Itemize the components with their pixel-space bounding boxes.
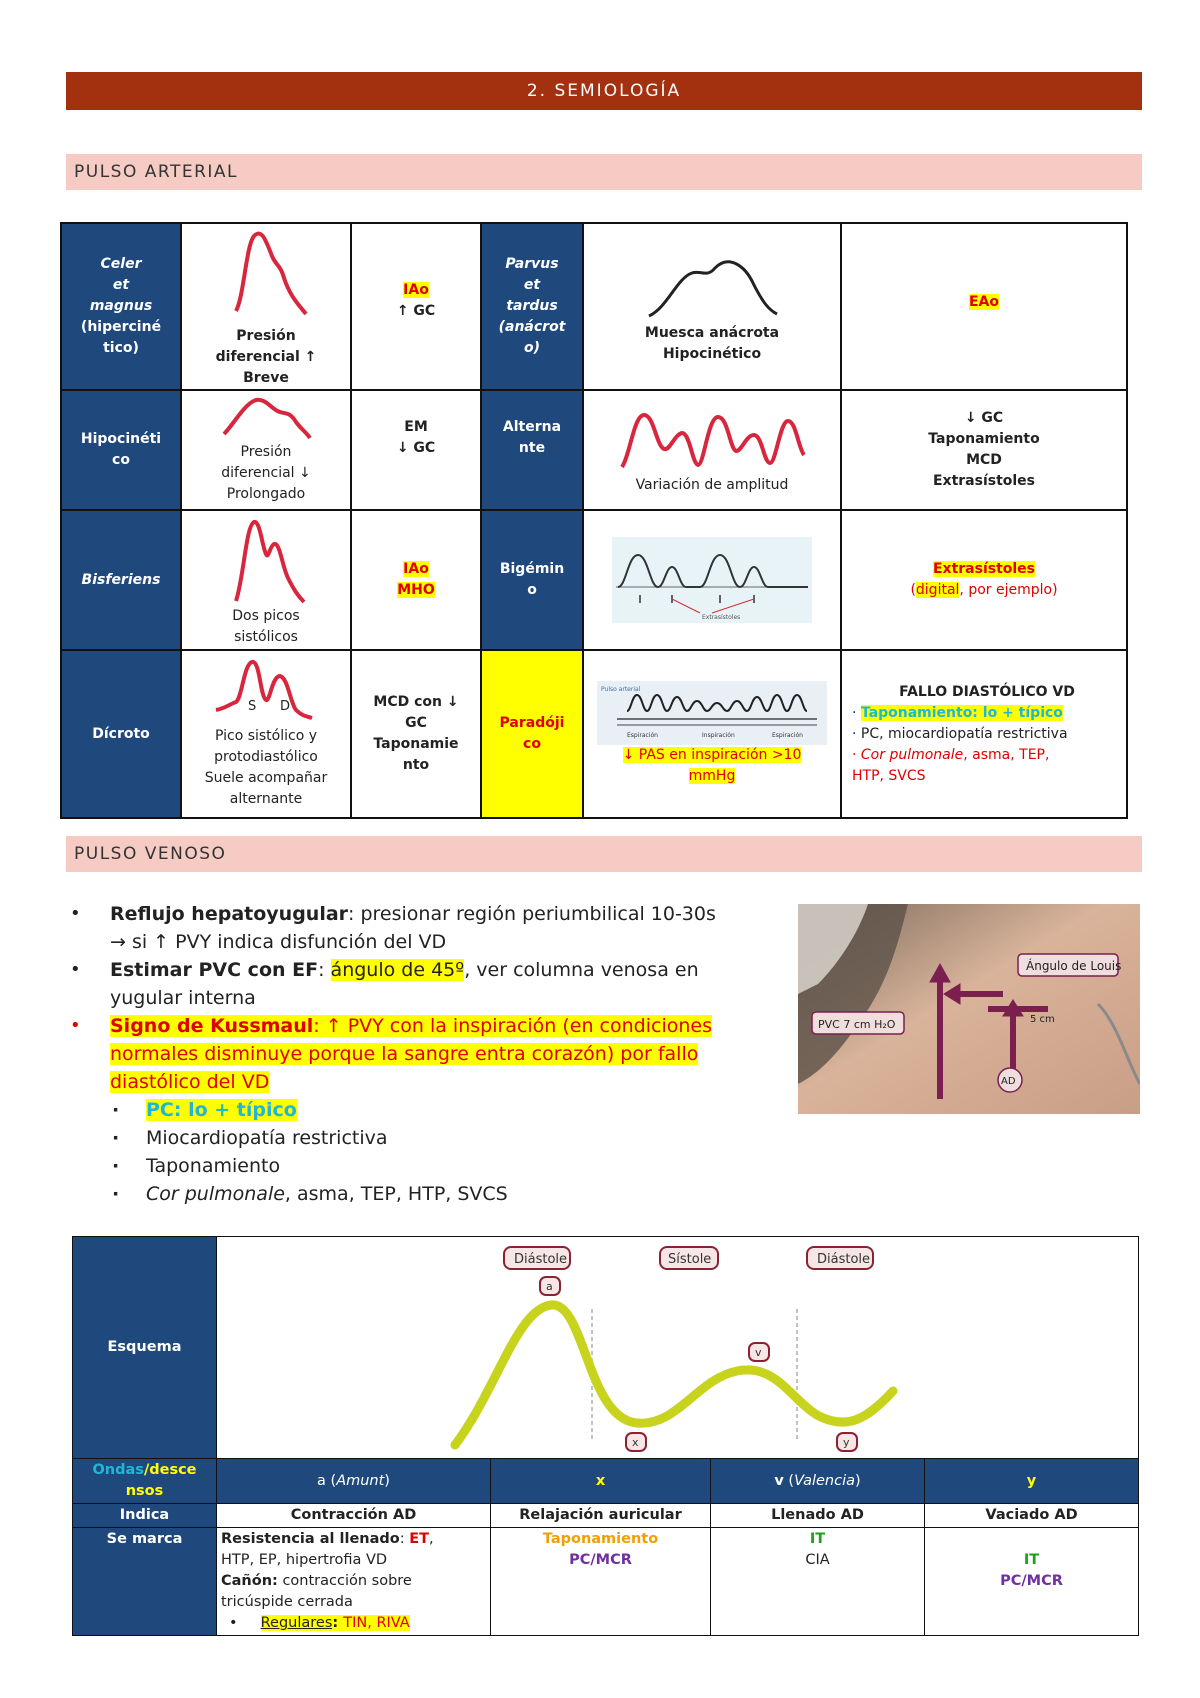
pulse-desc-bigemino <box>583 510 841 650</box>
marca-v: IT CIA <box>711 1528 925 1636</box>
pulse-name-bisferiens: Bisferiens <box>61 510 181 650</box>
arterial-pulse-table <box>60 222 1128 819</box>
esquema-diagram <box>217 1237 1139 1459</box>
table-row <box>73 1528 1139 1636</box>
table-row <box>73 1237 1139 1459</box>
pulse-desc-alternante: Variación de amplitud <box>583 390 841 510</box>
pulse-name-bigemino: Bigémin o <box>481 510 583 650</box>
pulse-desc-hipocinetico: Presión diferencial ↓ Prolongado <box>181 390 351 510</box>
marca-y: IT PC/MCR <box>925 1528 1139 1636</box>
neck-jvp-photo <box>798 904 1140 1114</box>
pulse-cause-bisferiens: IAo MHO <box>351 510 481 650</box>
esquema-label: Esquema <box>73 1237 217 1459</box>
indica-label: Indica <box>73 1504 217 1528</box>
pulse-cause-bigemino: Extrasístoles (digital, por ejemplo) <box>841 510 1127 650</box>
celer-waveform-icon <box>206 226 326 326</box>
svg-text:Inspiración: Inspiración <box>702 732 735 739</box>
table-row <box>61 650 1127 818</box>
svg-text:AD: AD <box>1001 1076 1016 1087</box>
svg-text:Extrasístoles: Extrasístoles <box>702 614 741 621</box>
list-item: • Estimar PVC con EF: ángulo de 45º, ver columna venosa en yugular interna <box>94 956 774 1012</box>
venous-pulse-list <box>94 900 774 1208</box>
marca-x: Taponamiento PC/MCR <box>491 1528 711 1636</box>
parvus-waveform-icon <box>637 248 787 323</box>
pulse-name-hipocinetico: Hipocinéti co <box>61 390 181 510</box>
pulse-name-dicroto: Dícroto <box>61 650 181 818</box>
marca-a: Resistencia al llenado: ET, HTP, EP, hipertrofia VD Cañón: contracción sobre tricúspide cerrada • Regulares: TIN, RIVA <box>217 1528 491 1636</box>
svg-text:Pulso arterial: Pulso arterial <box>601 686 641 693</box>
pulse-cause-parvus: EAo <box>841 223 1127 390</box>
svg-text:Sístole: Sístole <box>668 1251 712 1267</box>
svg-text:Espiración: Espiración <box>772 732 803 739</box>
svg-text:Espiración: Espiración <box>627 732 658 739</box>
svg-text:D: D <box>280 699 291 714</box>
svg-text:y: y <box>843 1435 850 1449</box>
venous-waves-table <box>72 1236 1139 1636</box>
svg-text:v: v <box>755 1345 762 1359</box>
pulse-cause-celer: IAo ↑ GC <box>351 223 481 390</box>
wave-y-header: y <box>925 1459 1139 1504</box>
list-item: • Signo de Kussmaul: ↑ PVY con la inspiración (en condiciones normales disminuye porque la sangre entra corazón) por fallo diastólico del VD <box>94 1012 774 1096</box>
alternante-waveform-icon <box>612 405 812 475</box>
section-header-pulso-arterial: PULSO ARTERIAL <box>66 154 1142 190</box>
pulse-desc-paradojico: Pulso arterial Espiración Inspiración Espiración ↓ PAS en inspiración >10 mmHg <box>583 650 841 818</box>
section-header-pulso-venoso: PULSO VENOSO <box>66 836 1142 872</box>
svg-text:a: a <box>546 1279 553 1293</box>
list-item: · Cor pulmonale, asma, TEP, HTP, SVCS <box>94 1180 774 1208</box>
wave-v-header: v (Valencia) <box>711 1459 925 1504</box>
bigemino-waveform-icon <box>612 537 812 623</box>
pulse-cause-alternante: ↓ GC Taponamiento MCD Extrasístoles <box>841 390 1127 510</box>
wave-a-header: a (Amunt) <box>217 1459 491 1504</box>
pulse-cause-dicroto: MCD con ↓ GC Taponamie nto <box>351 650 481 818</box>
pulse-name-celer: Celer et magnus (hiperciné tico) <box>61 223 181 390</box>
paradojico-waveform-icon <box>597 681 827 745</box>
pulse-name-alternante: Alterna nte <box>481 390 583 510</box>
table-row <box>61 390 1127 510</box>
page-title: 2. SEMIOLOGÍA <box>66 72 1142 110</box>
table-row <box>61 223 1127 390</box>
dicroto-waveform-icon <box>206 656 326 726</box>
wave-x-header: x <box>491 1459 711 1504</box>
svg-text:S: S <box>248 699 257 714</box>
svg-text:PVC 7 cm H₂O: PVC 7 cm H₂O <box>818 1018 896 1031</box>
table-row <box>73 1504 1139 1528</box>
svg-text:Ángulo de Louis: Ángulo de Louis <box>1026 959 1122 973</box>
pulse-cause-hipocinetico: EM ↓ GC <box>351 390 481 510</box>
jvp-waveform-diagram <box>217 1239 1137 1457</box>
pulse-name-paradojico: Paradóji co <box>481 650 583 818</box>
indica-x: Relajación auricular <box>491 1504 711 1528</box>
list-item: • Reflujo hepatoyugular: presionar región periumbilical 10-30s → si ↑ PVY indica disfunción del VD <box>94 900 774 956</box>
indica-a: Contracción AD <box>217 1504 491 1528</box>
pulse-desc-parvus: Muesca anácrota Hipocinético <box>583 223 841 390</box>
pulse-desc-celer: Presión diferencial ↑ Breve <box>181 223 351 390</box>
table-row <box>73 1459 1139 1504</box>
pulse-cause-paradojico: FALLO DIASTÓLICO VD · Taponamiento: lo + típico · PC, miocardiopatía restrictiva · Cor pulmonale, asma, TEP, HTP, SVCS <box>841 650 1127 818</box>
list-item: · Taponamiento <box>94 1152 774 1180</box>
hipocinetico-waveform-icon <box>206 394 326 442</box>
pulse-name-parvus: Parvus et tardus (anácrot o) <box>481 223 583 390</box>
ondas-label: Ondas/desce nsos <box>73 1459 217 1504</box>
list-item: · Miocardiopatía restrictiva <box>94 1124 774 1152</box>
indica-v: Llenado AD <box>711 1504 925 1528</box>
list-item: · PC: lo + típico <box>94 1096 774 1124</box>
svg-text:5 cm: 5 cm <box>1030 1014 1055 1025</box>
svg-text:Diástole: Diástole <box>817 1251 871 1267</box>
marca-label: Se marca <box>73 1528 217 1636</box>
svg-text:x: x <box>632 1435 639 1449</box>
table-row <box>61 510 1127 650</box>
pulse-desc-bisferiens: Dos picos sistólicos <box>181 510 351 650</box>
indica-y: Vaciado AD <box>925 1504 1139 1528</box>
pulse-desc-dicroto: S D Pico sistólico y protodiastólico Suele acompañar alternante <box>181 650 351 818</box>
bisferiens-waveform-icon <box>206 516 326 606</box>
svg-text:Diástole: Diástole <box>514 1251 568 1267</box>
